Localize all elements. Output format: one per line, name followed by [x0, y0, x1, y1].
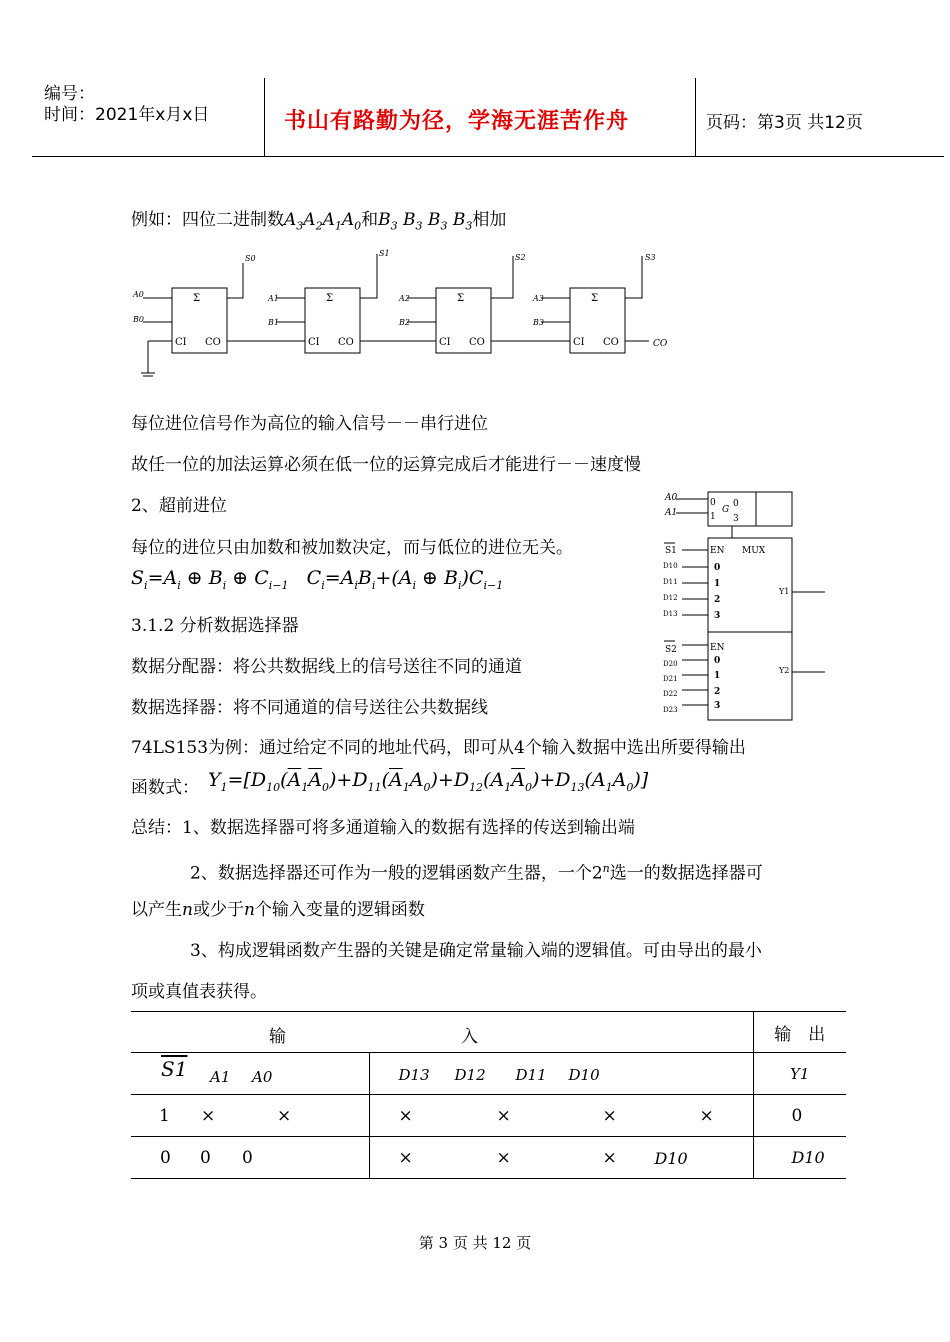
row2-d12: × — [496, 1148, 511, 1168]
mux-in2-1: 1 — [714, 671, 721, 681]
row1-d12: × — [496, 1106, 511, 1126]
ci-label-1: CI — [308, 337, 320, 348]
page-footer: 第 3 页 共 12 页 — [418, 1234, 532, 1252]
mux-addr-0: 0 — [710, 498, 716, 508]
function-label: 函数式： — [131, 778, 199, 798]
row1-a0: × — [277, 1106, 292, 1126]
ci-label-2: CI — [439, 337, 451, 348]
example-line: 例如：四位二进制数$A_3A_2A_1A_0$和$B_3$ $B_3$ $B_3$ $B_3$相加 — [131, 210, 507, 233]
example-and: 和 — [361, 210, 379, 230]
ci-label-3: CI — [573, 337, 585, 348]
sigma-symbol-1: Σ — [326, 293, 334, 304]
mux-addr-1: 1 — [710, 512, 716, 522]
document-time-label: 时间：2021年x月x日 — [44, 105, 210, 125]
input-header-char-2: 入 — [461, 1027, 478, 1047]
input-a2-label: A2 — [399, 294, 410, 303]
row2-d13: × — [398, 1148, 413, 1168]
document-number-label: 编号： — [44, 84, 95, 104]
mux-s1-label: S1 — [665, 546, 677, 556]
mux-section-heading: 3.1.2 分析数据选择器 — [131, 616, 299, 636]
input-header-char-1: 输 — [269, 1027, 286, 1047]
mux-d20-label: D20 — [663, 660, 678, 668]
mux-y1-label: Y1 — [779, 587, 790, 596]
lookahead-heading: 2、超前进位 — [131, 496, 227, 516]
example-suffix: 相加 — [472, 210, 507, 230]
summary-2-sup: n — [602, 862, 610, 875]
input-b3-label: B3 — [533, 318, 544, 327]
motto-title: 书山有路勤为径，学海无涯苦作舟 — [284, 109, 630, 134]
mux-d22-label: D22 — [663, 690, 678, 698]
sum-carry-formula: $S_i=A_i$ ⊕ $B_i$ ⊕ $C_{i-1}$ $C_i=A_iB_i+(A_i$ ⊕ $B_i)C_{i-1}$ — [131, 567, 504, 592]
mux-d23-label: D23 — [663, 706, 678, 714]
header-a1: A1 — [210, 1068, 231, 1086]
sigma-symbol-3: Σ — [591, 293, 599, 304]
example-prefix: 例如：四位二进制数 — [131, 210, 284, 230]
header-d12: D12 — [454, 1066, 486, 1084]
demux-definition: 数据分配器：将公共数据线上的信号送往不同的通道 — [131, 657, 522, 677]
mux-g-frac-top: 0 — [733, 499, 739, 509]
summary-2-c3: 个输入变量的逻辑函数 — [254, 900, 425, 920]
74ls153-example: 74LS153为例：通过给定不同的地址代码，即可从4个输入数据中选出所要得输出 — [131, 738, 746, 758]
row1-select-cell — [131, 1095, 369, 1137]
co-label-1: CO — [338, 337, 354, 348]
header-select-cell — [131, 1053, 369, 1095]
header-d11: D11 — [515, 1066, 547, 1084]
input-a3-label: A3 — [533, 294, 544, 303]
header-s1: S1 — [161, 1057, 188, 1081]
row2-a0: 0 — [242, 1148, 253, 1168]
summary-2-line-2 — [131, 898, 425, 922]
serial-carry-line: 每位进位信号作为高位的输入信号－－串行进位 — [131, 414, 488, 434]
mux-d12-label: D12 — [663, 594, 678, 602]
row2-data-cell — [369, 1137, 753, 1179]
mux-a1-label: A1 — [665, 508, 678, 518]
mux-d10-label: D10 — [663, 562, 678, 570]
ripple-carry-adder-diagram — [125, 240, 685, 385]
input-b2-label: B2 — [399, 318, 410, 327]
summary-2-n1: n — [182, 900, 193, 920]
co-label-3: CO — [603, 337, 619, 348]
table-output-header: 输 出 — [753, 1012, 846, 1053]
mux-s2-label: S2 — [665, 645, 677, 655]
summary-2-part-b: 选一的数据选择器可 — [609, 863, 763, 884]
mux-g-label: G — [722, 505, 730, 515]
mux-definition: 数据选择器：将不同通道的信号送往公共数据线 — [131, 698, 488, 718]
header-a0: A0 — [252, 1068, 273, 1086]
mux-d11-label: D11 — [663, 578, 678, 586]
row1-data-cell — [369, 1095, 753, 1137]
row2-d10: D10 — [654, 1149, 688, 1168]
mux-in2-2: 2 — [714, 687, 721, 697]
mux-in1-3: 3 — [714, 611, 721, 621]
output-s3-label: S3 — [645, 253, 656, 262]
mux-en2-label: EN — [710, 643, 725, 653]
summary-2-part-a: 2、数据选择器还可作为一般的逻辑函数产生器，一个2 — [190, 863, 603, 884]
header-y1: Y1 — [753, 1053, 846, 1095]
speed-line: 故任一位的加法运算必须在低一位的运算完成后才能进行－－速度慢 — [131, 455, 641, 475]
mux-y2-label: Y2 — [779, 666, 790, 675]
output-s2-label: S2 — [515, 253, 526, 262]
mux-in2-3: 3 — [714, 701, 721, 711]
summary-2-c1: 以产生 — [131, 900, 182, 920]
mux-en1-label: EN — [710, 546, 725, 556]
input-a1-label: A1 — [268, 294, 279, 303]
mux-74ls153-diagram — [660, 486, 830, 726]
final-carry-label: CO — [653, 339, 668, 349]
row1-a1: × — [201, 1106, 216, 1126]
input-b0-label: B0 — [133, 315, 144, 324]
row2-d11: × — [602, 1148, 617, 1168]
summary-2-c2: 或少于 — [192, 900, 244, 920]
co-label-2: CO — [469, 337, 485, 348]
mux-in1-1: 1 — [714, 579, 721, 589]
summary-1: 总结：1、数据选择器可将多通道输入的数据有选择的传送到输出端 — [131, 818, 635, 838]
row1-d10: × — [699, 1106, 714, 1126]
summary-2-n2: n — [243, 900, 255, 920]
row1-y1: 0 — [753, 1095, 846, 1137]
row2-y1: D10 — [753, 1137, 846, 1179]
mux-d21-label: D21 — [663, 675, 678, 683]
row1-d13: × — [398, 1106, 413, 1126]
mux-title-label: MUX — [742, 546, 766, 556]
input-b1-label: B1 — [268, 318, 279, 327]
truth-table — [131, 1011, 846, 1179]
summary-3-line-1: 3、构成逻辑函数产生器的关键是确定常量输入端的逻辑值。可由导出的最小 — [190, 941, 762, 961]
ci-label-0: CI — [175, 337, 187, 348]
co-label-0: CO — [205, 337, 221, 348]
sigma-symbol-0: Σ — [193, 293, 201, 304]
summary-2-line-1 — [190, 857, 763, 886]
mux-in2-0: 0 — [714, 656, 721, 666]
sigma-symbol-2: Σ — [457, 293, 465, 304]
mux-function-formula: $Y_1=[D_{10}(\overline{A}_1\overline{A}_0)+D_{11}(\overline{A}_1A_0)+D_{12}(A_1\overline{A}_0)+D_{13}(A_1A_0)]$ — [208, 769, 649, 794]
mux-in1-2: 2 — [714, 595, 721, 605]
mux-d13-label: D13 — [663, 610, 678, 618]
header-data-cell — [369, 1053, 753, 1095]
header-d10: D10 — [568, 1066, 600, 1084]
output-s1-label: S1 — [379, 249, 390, 258]
mux-a0-label: A0 — [665, 493, 678, 503]
row1-s1: 1 — [159, 1106, 170, 1126]
input-a0-label: A0 — [133, 290, 144, 299]
row2-s1: 0 — [160, 1148, 171, 1168]
lookahead-description: 每位的进位只由加数和被加数决定，而与低位的进位无关。 — [131, 538, 573, 558]
row2-a1: 0 — [200, 1148, 211, 1168]
summary-3-line-2: 项或真值表获得。 — [131, 982, 267, 1002]
mux-in1-0: 0 — [714, 563, 721, 573]
row1-d11: × — [602, 1106, 617, 1126]
output-s0-label: S0 — [245, 254, 256, 263]
row2-select-cell — [131, 1137, 369, 1179]
table-input-header — [131, 1012, 753, 1053]
mux-g-frac-bottom: 3 — [733, 514, 739, 524]
header-page-info: 页码：第3页 共12页 — [706, 113, 863, 133]
header-d13: D13 — [398, 1066, 430, 1084]
